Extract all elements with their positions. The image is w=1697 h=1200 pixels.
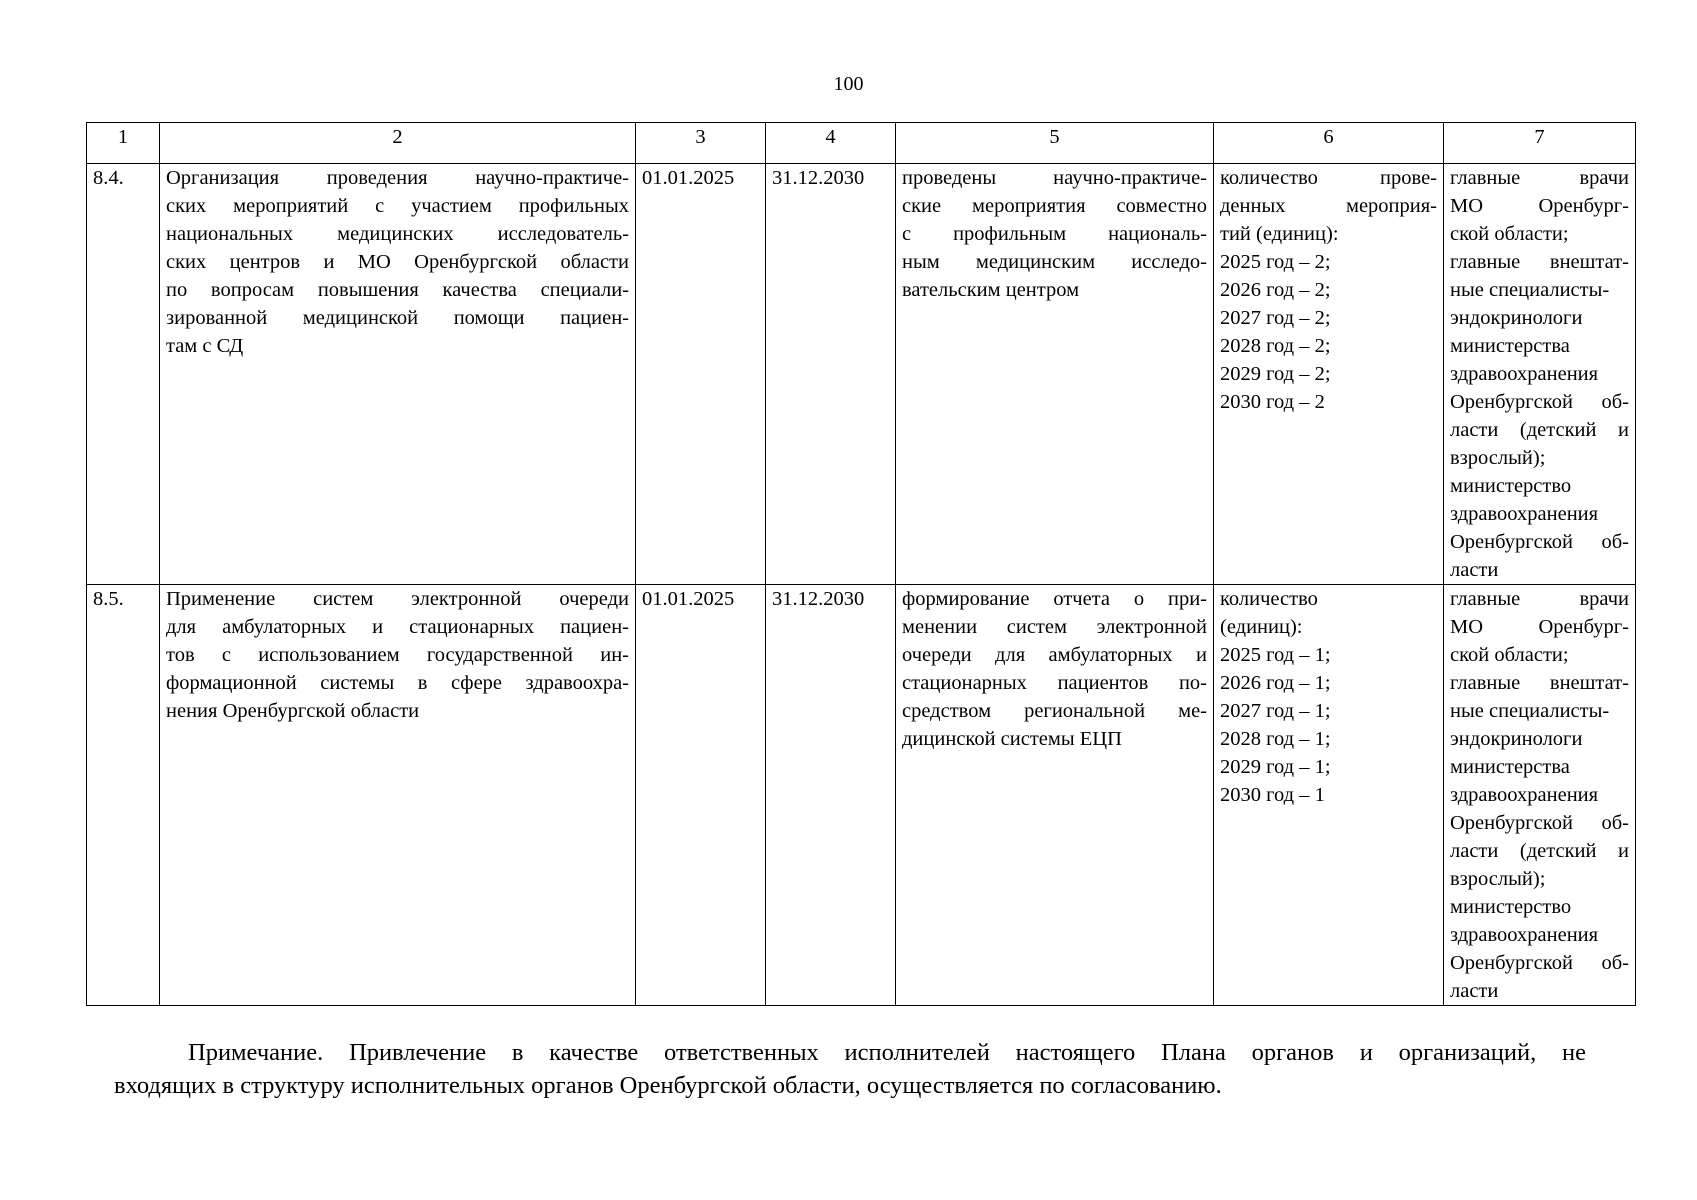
text-line: ласти [1450,559,1499,581]
text-line: ласти (детский и [1450,840,1629,862]
column-header: 6 [1214,123,1444,164]
table-row [87,164,1636,585]
text-line: эндокринологи [1450,307,1583,329]
text-line: количество [1220,588,1318,610]
activity-description [160,585,636,1006]
text-line: министерства [1450,756,1570,778]
text-line: по вопросам повышения качества специали- [166,279,629,301]
indicator [1214,164,1444,585]
text-line: количество прове- [1220,167,1437,189]
text-line: ласти (детский и [1450,419,1629,441]
start-date: 01.01.2025 [636,164,766,585]
text-line: Организация проведения научно-практиче- [166,167,629,189]
text-line: 2026 год – 2; [1220,279,1331,301]
text-line: 2029 год – 1; [1220,756,1331,778]
text-line: 2025 год – 1; [1220,644,1331,666]
text-line: очереди для амбулаторных и [902,644,1207,666]
text-line: ные специалисты- [1450,700,1610,722]
text-line: 2028 год – 1; [1220,728,1331,750]
end-date: 31.12.2030 [766,585,896,1006]
table-row [87,585,1636,1006]
text-line: Оренбургской об- [1450,812,1629,834]
column-header: 7 [1444,123,1636,164]
text-line: ской области; [1450,223,1569,245]
text-line: для амбулаторных и стационарных пациен- [166,616,629,638]
expected-result [896,585,1214,1006]
text-line: 2030 год – 1 [1220,784,1325,806]
text-line: формационной системы в сфере здравоохра- [166,672,629,694]
text-line: денных мероприя- [1220,195,1437,217]
text-line: здравоохранения [1450,784,1599,806]
text-line: вательским центром [902,279,1080,301]
footnote-line: Примечание. Привлечение в качестве ответственных исполнителей настоящего Плана органов и организаций, не [188,1039,1586,1066]
text-line: главные внештат- [1450,672,1629,694]
header-row [87,123,1636,164]
text-line: главные внештат- [1450,251,1629,273]
text-line: нения Оренбургской области [166,700,420,722]
text-line: взрослый); [1450,447,1546,469]
text-line: 2030 год – 2 [1220,391,1325,413]
text-line: взрослый); [1450,868,1546,890]
text-line: (единиц): [1220,616,1303,638]
text-line: Применение систем электронной очереди [166,588,629,610]
row-number: 8.5. [87,585,160,1006]
text-line: менении систем электронной [902,616,1207,638]
column-header: 3 [636,123,766,164]
plan-table [86,122,1636,1006]
text-line: здравоохранения [1450,924,1599,946]
text-line: эндокринологи [1450,728,1583,750]
row-number: 8.4. [87,164,160,585]
text-line: МО Оренбург- [1450,195,1629,217]
text-line: министерство [1450,475,1572,497]
footnote-line: входящих в структуру исполнительных органов Оренбургской области, осуществляется по согласованию. [114,1072,1222,1099]
column-header: 2 [160,123,636,164]
column-header: 5 [896,123,1214,164]
text-line: ные специалисты- [1450,279,1610,301]
column-header: 1 [87,123,160,164]
start-date: 01.01.2025 [636,585,766,1006]
text-line: Оренбургской об- [1450,391,1629,413]
text-line: дицинской системы ЕЦП [902,728,1122,750]
text-line: 2025 год – 2; [1220,251,1331,273]
text-line: главные врачи [1450,167,1629,189]
text-line: 2028 год – 2; [1220,335,1331,357]
indicator [1214,585,1444,1006]
text-line: ские мероприятия совместно [902,195,1207,217]
text-line: национальных медицинских исследователь- [166,223,629,245]
column-header: 4 [766,123,896,164]
text-line: главные врачи [1450,588,1629,610]
text-line: формирование отчета о при- [902,588,1207,610]
text-line: тов с использованием государственной ин- [166,644,629,666]
text-line: ских мероприятий с участием профильных [166,195,629,217]
text-line: 2026 год – 1; [1220,672,1331,694]
text-line: Оренбургской об- [1450,952,1629,974]
text-line: ным медицинским исследо- [902,251,1207,273]
text-line: ских центров и МО Оренбургской области [166,251,629,273]
text-line: 2029 год – 2; [1220,363,1331,385]
text-line: 2027 год – 1; [1220,700,1331,722]
responsible-executors [1444,164,1636,585]
text-line: ласти [1450,980,1499,1002]
page-number: 100 [833,73,864,95]
responsible-executors [1444,585,1636,1006]
text-line: МО Оренбург- [1450,616,1629,638]
text-line: проведены научно-практиче- [902,167,1207,189]
activity-description [160,164,636,585]
text-line: зированной медицинской помощи пациен- [166,307,629,329]
text-line: тий (единиц): [1220,223,1339,245]
text-line: министерства [1450,335,1570,357]
text-line: здравоохранения [1450,363,1599,385]
text-line: ской области; [1450,644,1569,666]
footnote [114,1036,1586,1102]
text-line: 2027 год – 2; [1220,307,1331,329]
text-line: средством региональной ме- [902,700,1207,722]
end-date: 31.12.2030 [766,164,896,585]
text-line: там с СД [166,335,244,357]
text-line: Оренбургской об- [1450,531,1629,553]
text-line: здравоохранения [1450,503,1599,525]
text-line: министерство [1450,896,1572,918]
text-line: с профильным националь- [902,223,1207,245]
text-line: стационарных пациентов по- [902,672,1207,694]
expected-result [896,164,1214,585]
